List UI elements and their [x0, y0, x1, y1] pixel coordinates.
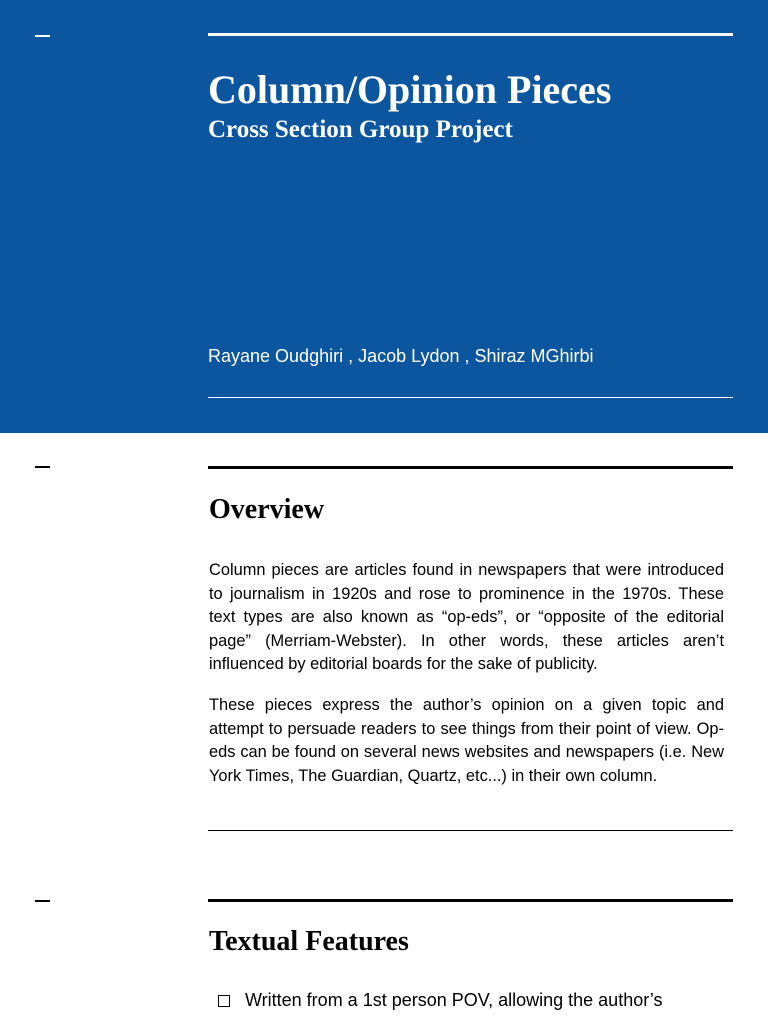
slide-dash	[35, 35, 50, 37]
overview-heading: Overview	[209, 494, 325, 525]
top-rule	[208, 466, 733, 469]
top-rule	[208, 33, 733, 36]
slide-dash	[35, 466, 50, 468]
slide-dash	[35, 900, 50, 902]
list-item-text: Written from a 1st person POV, allowing the author’s	[245, 990, 663, 1010]
authors-line: Rayane Oudghiri , Jacob Lydon , Shiraz MGhirbi	[208, 346, 594, 366]
overview-paragraph: Column pieces are articles found in newspapers that were introduced to journalism in 1920s and rose to prominence in the 1970s. These text types are also known as “op-eds”, or “opposite of the editorial page” (Merriam-Webster). In other words, these articles aren’t influenced by editorial boards for the sake of publicity.	[209, 561, 724, 673]
top-rule	[208, 899, 733, 902]
features-heading: Textual Features	[209, 926, 409, 957]
page-subtitle: Cross Section Group Project	[208, 116, 513, 143]
bottom-rule	[208, 830, 733, 831]
checkbox-icon	[218, 995, 230, 1007]
page-title: Column/Opinion Pieces	[208, 67, 612, 112]
list-item	[218, 990, 663, 1011]
bottom-rule	[208, 397, 733, 398]
overview-paragraph: These pieces express the author’s opinion on a given topic and attempt to persuade readers to see things from their point of view. Op-eds can be found on several news websites and newspapers (i.e. New York Times, The Guardian, Quartz, etc...) in their own column.	[209, 696, 724, 785]
title-slide	[0, 0, 768, 433]
